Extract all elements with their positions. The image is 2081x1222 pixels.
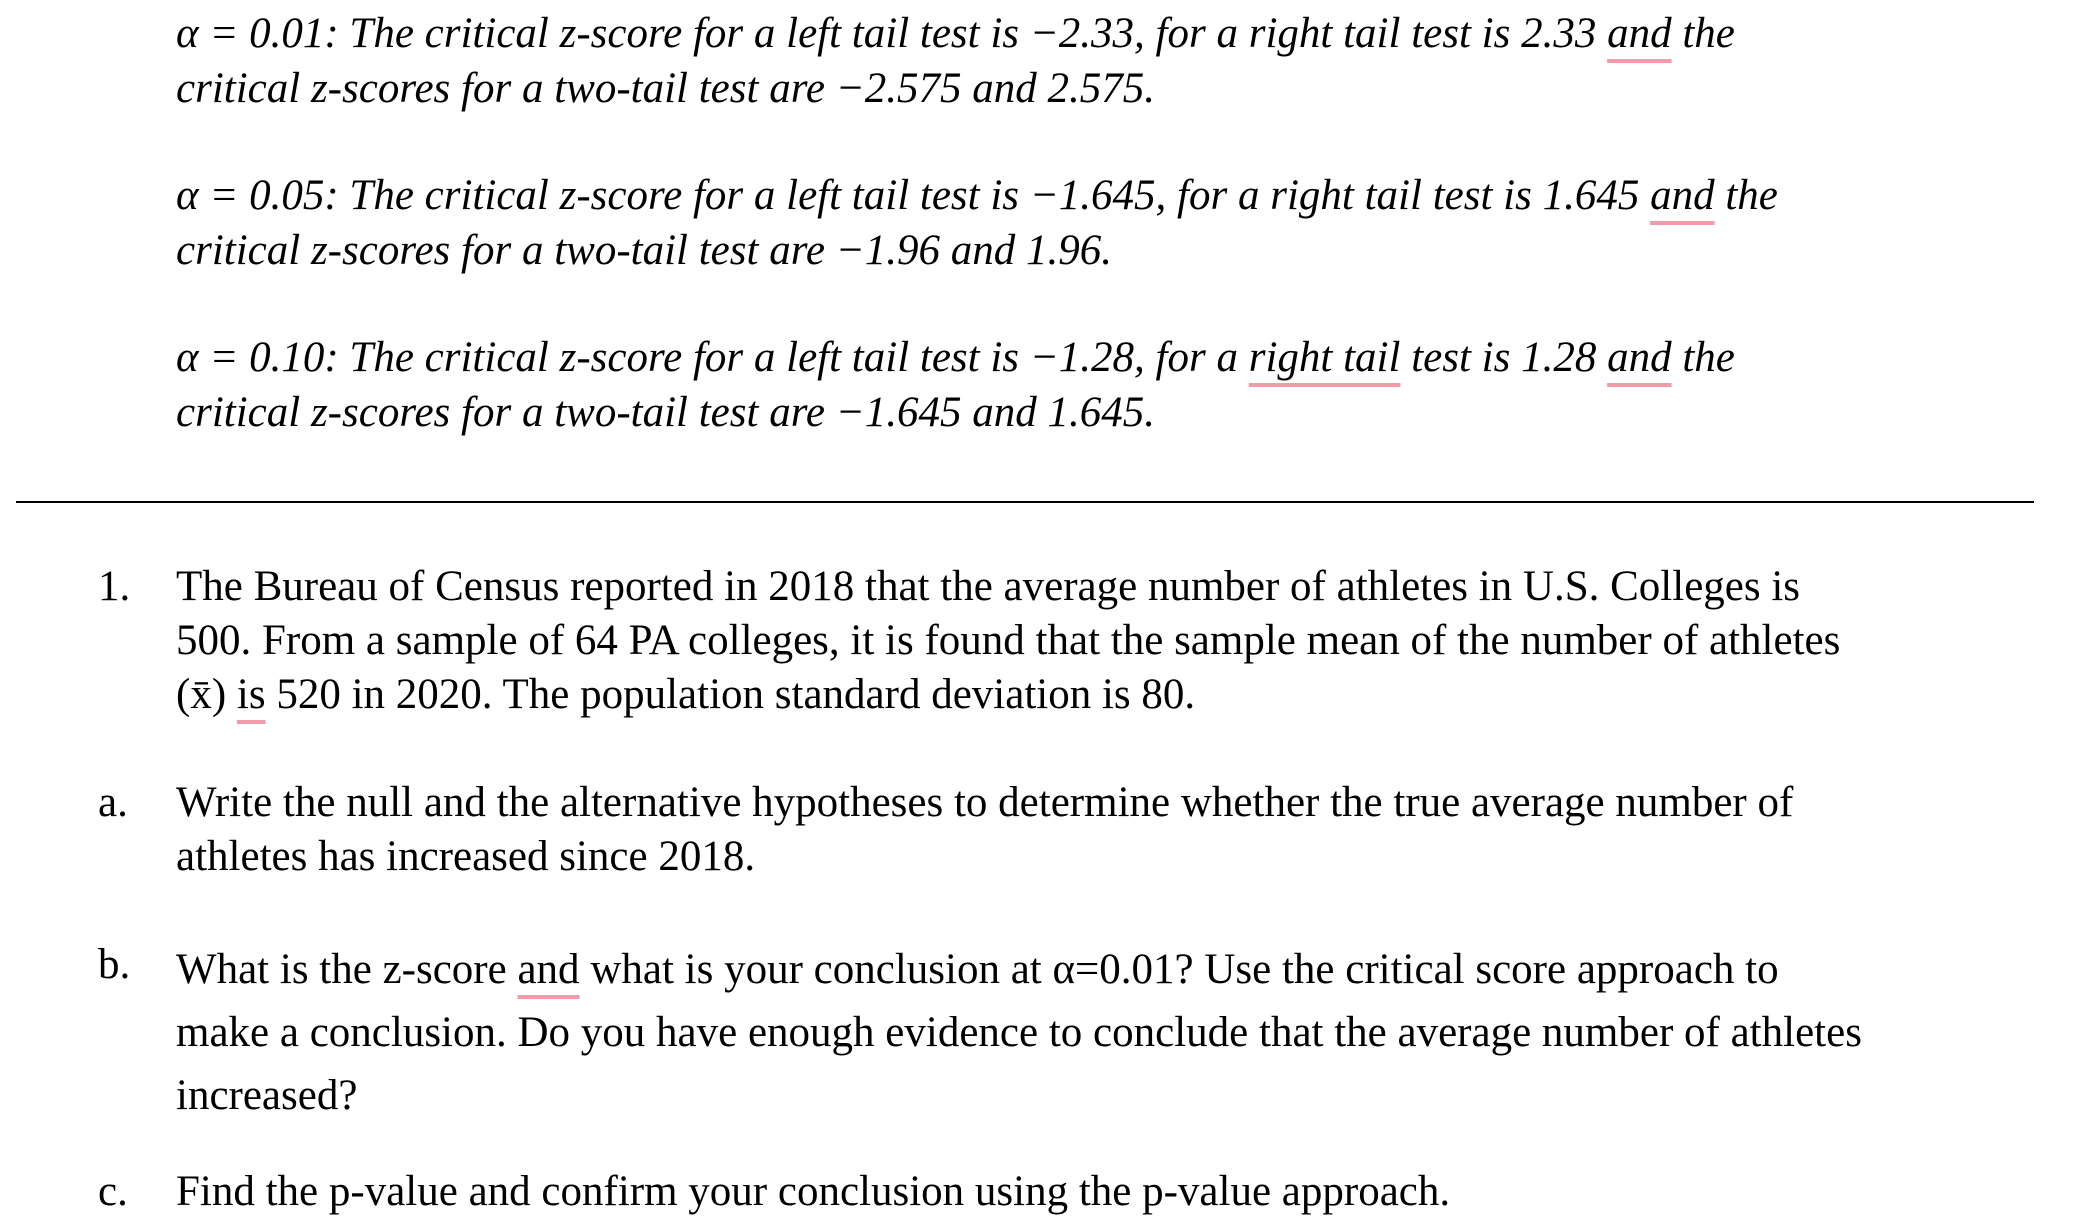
spellcheck-mark: and — [1607, 10, 1672, 57]
part-b-line-2: make a conclusion. Do you have enough evidence to conclude that the average number of athletes — [176, 1009, 1862, 1056]
spellcheck-mark: and — [1650, 172, 1715, 219]
part-a-line-1: Write the null and the alternative hypotheses to determine whether the true average number of — [176, 779, 1794, 826]
question-number: 1. — [98, 563, 131, 610]
critical-line-1: α = 0.10: The critical z-score for a left tail test is −1.28, for a right tail test is 1.28 and the — [176, 334, 1735, 381]
question-line-1: The Bureau of Census reported in 2018 that the average number of athletes in U.S. Colleges is — [176, 563, 1801, 610]
critical-line-1: α = 0.05: The critical z-score for a left tail test is −1.645, for a right tail test is 1.645 and the — [176, 172, 1778, 219]
part-c-line-1: Find the p-value and confirm your conclusion using the p-value approach. — [176, 1168, 1451, 1215]
spellcheck-mark: is — [236, 671, 266, 718]
spellcheck-mark: and — [517, 946, 580, 993]
critical-value-alpha-010 — [176, 330, 1735, 440]
question-line-3: (x̄) is 520 in 2020. The population standard deviation is 80. — [176, 671, 1196, 718]
critical-line-2: critical z-scores for a two-tail test are −1.645 and 1.645. — [176, 389, 1155, 436]
critical-line-1: α = 0.01: The critical z-score for a left tail test is −2.33, for a right tail test is 2.33 and the — [176, 10, 1735, 57]
part-a-text — [176, 776, 1793, 884]
part-b-line-1: What is the z-score and what is your conclusion at α=0.01? Use the critical score approach to — [176, 946, 1779, 993]
critical-value-alpha-005 — [176, 168, 1778, 278]
critical-value-alpha-001 — [176, 6, 1735, 116]
critical-line-2: critical z-scores for a two-tail test are −2.575 and 2.575. — [176, 65, 1155, 112]
spellcheck-mark: right tail — [1248, 334, 1401, 381]
part-c-label: c. — [98, 1168, 128, 1215]
part-a-line-2: athletes has increased since 2018. — [176, 833, 756, 880]
spellcheck-mark: and — [1607, 334, 1672, 381]
part-b-text — [176, 938, 1862, 1127]
critical-line-2: critical z-scores for a two-tail test are −1.96 and 1.96. — [176, 227, 1112, 274]
part-b-line-3: increased? — [176, 1072, 358, 1119]
question-text — [176, 560, 1840, 722]
question-line-2: 500. From a sample of 64 PA colleges, it is found that the sample mean of the number of athletes — [176, 617, 1841, 664]
part-a-label: a. — [98, 779, 128, 826]
part-c-text — [176, 1165, 1450, 1219]
part-b-label: b. — [98, 941, 131, 988]
horizontal-divider — [16, 501, 2034, 503]
